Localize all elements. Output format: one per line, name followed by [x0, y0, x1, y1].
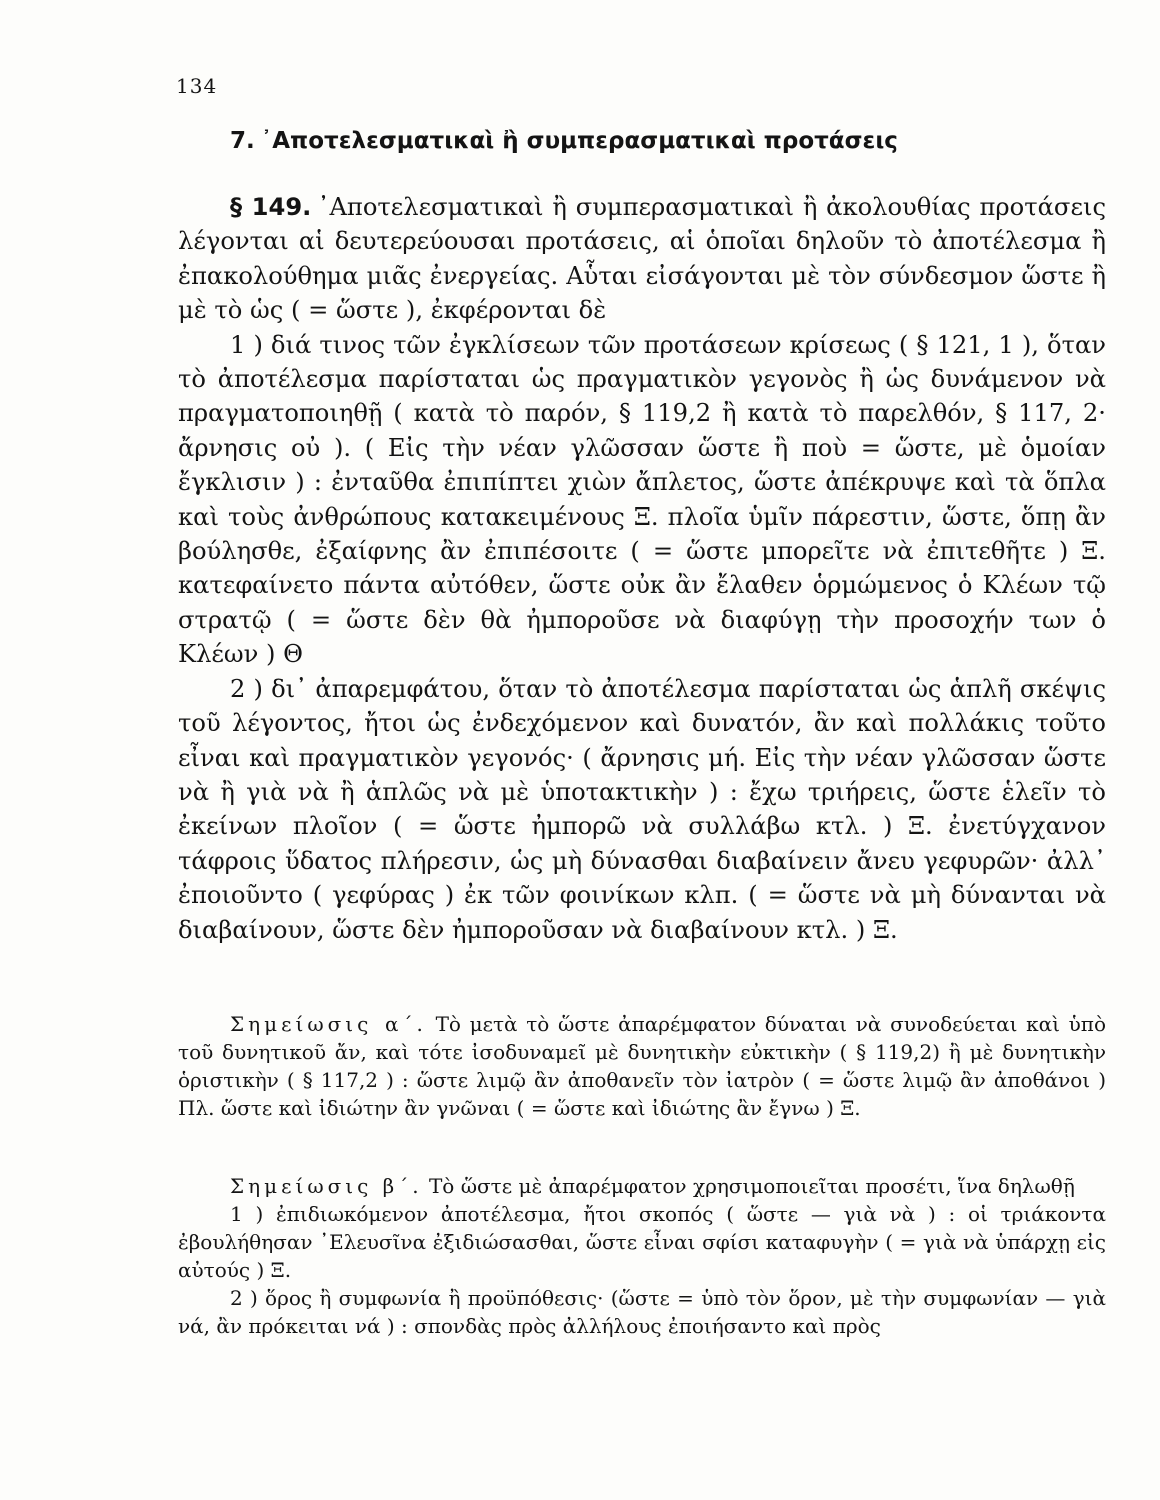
note-b-label: Σημείωσις β΄.: [230, 1174, 423, 1198]
note-a: [178, 1010, 1106, 1122]
section-point-2: 2 ) δι᾿ ἀπαρεμφάτου, ὅταν τὸ ἀποτέλεσμα παρίσταται ὡς ἁπλῆ σκέψις τοῦ λέγοντος, ἤτοι ὡς ἐνδεχόμενον καὶ δυνατόν, ἂν καὶ πολλάκις τοῦτο εἶναι καὶ πραγματικὸν γεγονός· ( ἄρνησις μή. Εἰς τὴν νέαν γλῶσσαν ὥστε νὰ ἢ γιὰ νὰ ἢ ἁπλῶς νὰ μὲ ὑποτακτικὴν ) : ἔχω τριήρεις, ὥστε ἑλεῖν τὸ ἐκείνων πλοῖον ( = ὥστε ἠμπορῶ νὰ συλλάβω κτλ. ) Ξ. ἐνετύγχανον τάφροις ὕδατος πλήρεσιν, ὡς μὴ δύνασθαι διαβαίνειν ἄνευ γεφυρῶν· ἀλλ᾿ ἐποιοῦντο ( γεφύρας ) ἐκ τῶν φοινίκων κλπ. ( = ὥστε νὰ μὴ δύνανται νὰ διαβαίνουν, ὥστε δὲν ἠμποροῦσαν νὰ διαβαίνουν κτλ. ) Ξ.: [178, 674, 1106, 944]
note-b-point-1: 1 ) ἐπιδιωκόμενον ἀποτέλεσμα, ἤτοι σκοπός ( ὥστε — γιὰ νὰ ) : οἱ τριάκοντα ἐβουλήθησαν ᾿Ελευσῖνα ἐξιδιώσασθαι, ὥστε εἶναι σφίσι καταφυγὴν ( = γιὰ νὰ ὑπάρχῃ εἰς αὐτούς ) Ξ.: [178, 1202, 1106, 1282]
note-a-text: Τὸ μετὰ τὸ ὥστε ἀπαρέμφατον δύναται νὰ συνοδεύεται καὶ ὑπὸ τοῦ δυνητικοῦ ἄν, καὶ τότε ἰσοδυναμεῖ μὲ δυνητικὴν εὐκτικὴν ( § 119,2) ἢ μὲ δυνητικὴν ὁριστικὴν ( § 117,2 ) : ὥστε λιμῷ ἂν ἀποθανεῖν τὸν ἰατρὸν ( = ὥστε λιμῷ ἂν ἀποθάνοι ) Πλ. ὥστε καὶ ἰδιώτην ἂν γνῶναι ( = ὥστε καὶ ἰδιώτης ἂν ἔγνω ) Ξ.: [178, 1012, 1106, 1120]
main-section: [178, 190, 1106, 947]
section-heading-number: 7.: [230, 128, 255, 154]
note-b-intro: Τὸ ὥστε μὲ ἀπαρέμφατον χρησιμοποιεῖται προσέτι, ἵνα δηλωθῇ: [428, 1174, 1075, 1198]
section-heading-text: ᾿Αποτελεσματικαὶ ἢ συμπερασματικαὶ προτάσεις: [260, 128, 898, 154]
note-b-point-2: 2 ) ὅρος ἢ συμφωνία ἢ προϋπόθεσις· (ὥστε = ὑπὸ τὸν ὅρον, μὲ τὴν συμφωνίαν — γιὰ νά, ἂν πρόκειται νά ) : σπονδὰς πρὸς ἀλλήλους ἐποιήσαντο καὶ πρὸς: [178, 1286, 1106, 1338]
section-intro-paragraph: [178, 190, 1106, 328]
note-a-label: Σημείωσις α΄.: [230, 1012, 427, 1036]
paragraph-mark: § 149.: [230, 193, 312, 221]
section-point-1: 1 ) διά τινος τῶν ἐγκλίσεων τῶν προτάσεων κρίσεως ( § 121, 1 ), ὅταν τὸ ἀποτέλεσμα παρίσταται ὡς πραγματικὸν γεγονὸς ἢ ὡς δυνάμενον νὰ πραγματοποιηθῇ ( κατὰ τὸ παρόν, § 119,2 ἢ κατὰ τὸ παρελθόν, § 117, 2· ἄρνησις οὐ ). ( Εἰς τὴν νέαν γλῶσσαν ὥστε ἢ ποὺ = ὥστε, μὲ ὁμοίαν ἔγκλισιν ) : ἐνταῦθα ἐπιπίπτει χιὼν ἄπλετος, ὥστε ἀπέκρυψε καὶ τὰ ὅπλα καὶ τοὺς ἀνθρώπους κατακειμένους Ξ. πλοῖα ὑμῖν πάρεστιν, ὥστε, ὅπῃ ἂν βούλησθε, ἐξαίφνης ἂν ἐπιπέσοιτε ( = ὥστε μπορεῖτε νὰ ἐπιτεθῆτε ) Ξ. κατεφαίνετο πάντα αὐτόθεν, ὥστε οὐκ ἂν ἔλαθεν ὁρμώμενος ὁ Κλέων τῷ στρατῷ ( = ὥστε δὲν θὰ ἠμποροῦσε νὰ διαφύγῃ τὴν προσοχήν των ὁ Κλέων ) Θ: [178, 330, 1106, 669]
section-intro-text: ᾿Αποτελεσματικαὶ ἢ συμπερασματικαὶ ἢ ἀκολουθίας προτάσεις λέγονται αἱ δευτερεύουσαι προτάσεις, αἱ ὁποῖαι δηλοῦν τὸ ἀποτέλεσμα ἢ ἐπακολούθημα μιᾶς ἐνεργείας. Αὗται εἰσάγονται μὲ τὸν σύνδεσμον ὥστε ἢ μὲ τὸ ὡς ( = ὥστε ), ἐκφέρονται δὲ: [178, 193, 1106, 325]
section-heading: [230, 128, 898, 154]
note-b-intro-paragraph: [178, 1172, 1106, 1200]
note-a-paragraph: [178, 1010, 1106, 1122]
note-b: [178, 1172, 1106, 1340]
page-number: 134: [176, 74, 218, 98]
